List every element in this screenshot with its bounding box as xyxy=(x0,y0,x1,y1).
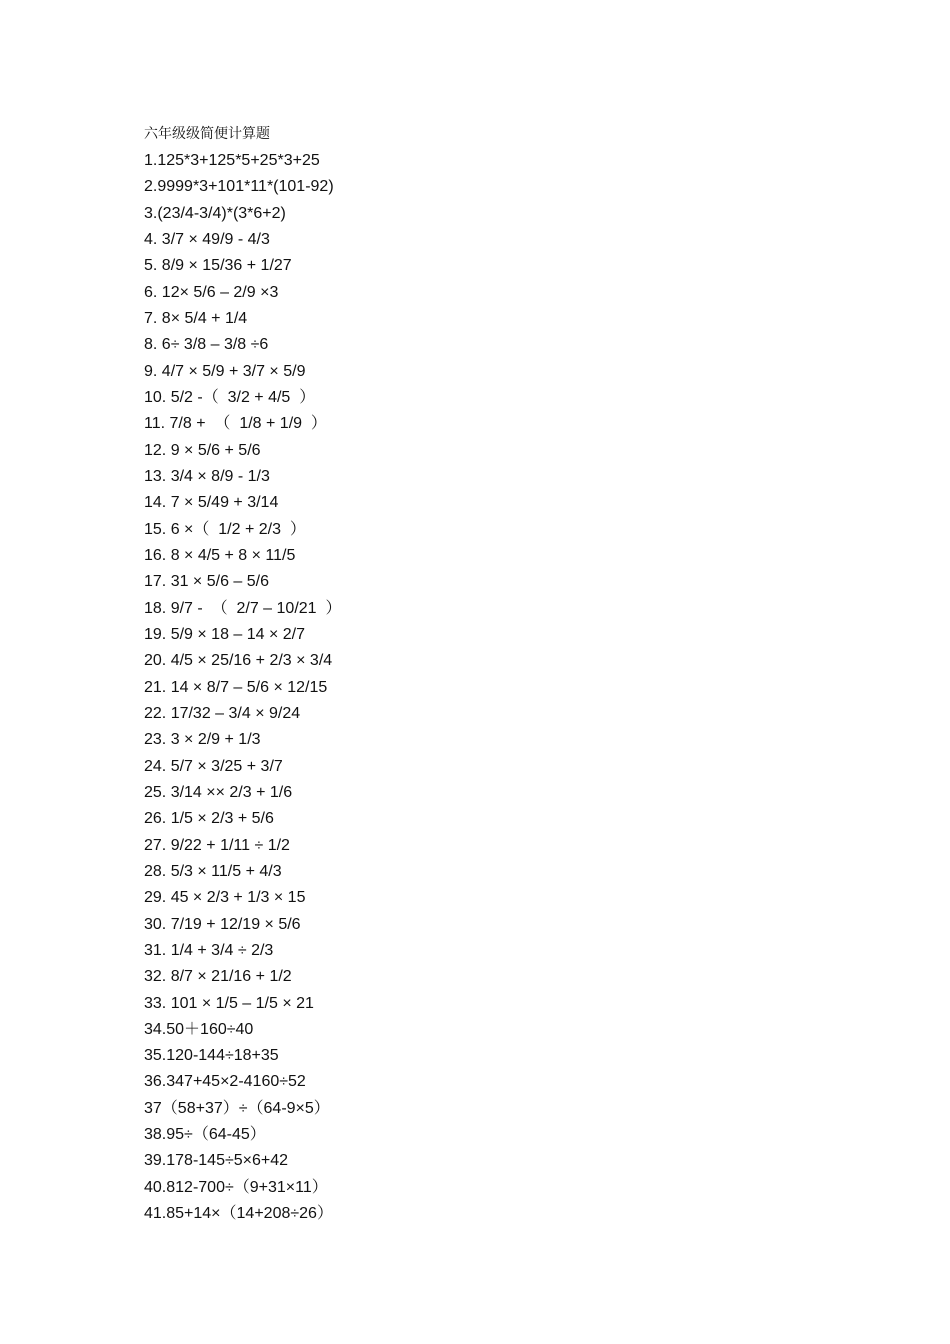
problem-item: 29. 45 × 2/3 + 1/3 × 15 xyxy=(144,889,306,907)
problem-item: 13. 3/4 × 8/9 - 1/3 xyxy=(144,467,270,485)
problem-item: 31. 1/4 + 3/4 ÷ 2/3 xyxy=(144,941,274,959)
problem-item: 36.347+45×2-4160÷52 xyxy=(144,1073,306,1091)
problem-item: 21. 14 × 8/7 – 5/6 × 12/15 xyxy=(144,678,328,696)
problem-item: 20. 4/5 × 25/16 + 2/3 × 3/4 xyxy=(144,652,333,670)
problem-item: 3.(23/4-3/4)*(3*6+2) xyxy=(144,204,286,222)
problem-item: 7. 8× 5/4 + 1/4 xyxy=(144,309,248,327)
problem-item: 11. 7/8 + （ 1/8 + 1/9 ） xyxy=(144,415,327,433)
problem-item: 16. 8 × 4/5 + 8 × 11/5 xyxy=(144,546,296,564)
document-title: 六年级级简便计算题 xyxy=(144,126,270,142)
problem-item: 27. 9/22 + 1/11 ÷ 1/2 xyxy=(144,836,290,854)
problem-item: 33. 101 × 1/5 – 1/5 × 21 xyxy=(144,994,314,1012)
problem-item: 18. 9/7 - （ 2/7 – 10/21 ） xyxy=(144,599,342,617)
problem-item: 8. 6÷ 3/8 – 3/8 ÷6 xyxy=(144,336,269,354)
problem-item: 41.85+14×（14+208÷26） xyxy=(144,1205,333,1223)
problem-item: 40.812-700÷（9+31×11） xyxy=(144,1178,328,1196)
problem-item: 35.120-144÷18+35 xyxy=(144,1047,279,1065)
problem-item: 10. 5/2 -（ 3/2 + 4/5 ） xyxy=(144,388,316,406)
problem-item: 19. 5/9 × 18 – 14 × 2/7 xyxy=(144,625,306,643)
problem-item: 1.125*3+125*5+25*3+25 xyxy=(144,152,320,169)
problem-item: 38.95÷（64-45） xyxy=(144,1126,266,1144)
problem-item: 14. 7 × 5/49 + 3/14 xyxy=(144,494,279,512)
problem-item: 32. 8/7 × 21/16 + 1/2 xyxy=(144,968,292,986)
problem-item: 9. 4/7 × 5/9 + 3/7 × 5/9 xyxy=(144,362,306,380)
problem-item: 37（58+37）÷（64-9×5） xyxy=(144,1099,330,1117)
problem-list xyxy=(144,148,844,1227)
problem-item: 26. 1/5 × 2/3 + 5/6 xyxy=(144,810,274,828)
problem-item: 4. 3/7 × 49/9 - 4/3 xyxy=(144,230,270,248)
document-content xyxy=(144,124,844,1227)
problem-item: 24. 5/7 × 3/25 + 3/7 xyxy=(144,757,283,775)
problem-item: 15. 6 ×（ 1/2 + 2/3 ） xyxy=(144,520,306,538)
problem-item: 30. 7/19 + 12/19 × 5/6 xyxy=(144,915,301,933)
problem-item: 23. 3 × 2/9 + 1/3 xyxy=(144,731,261,749)
problem-item: 25. 3/14 ×× 2/3 + 1/6 xyxy=(144,783,293,801)
problem-item: 17. 31 × 5/6 – 5/6 xyxy=(144,573,269,591)
problem-item: 22. 17/32 – 3/4 × 9/24 xyxy=(144,704,301,722)
problem-item: 6. 12× 5/6 – 2/9 ×3 xyxy=(144,283,279,301)
problem-item: 2.9999*3+101*11*(101-92) xyxy=(144,178,334,196)
problem-item: 5. 8/9 × 15/36 + 1/27 xyxy=(144,257,292,275)
problem-item: 12. 9 × 5/6 + 5/6 xyxy=(144,441,261,459)
problem-item: 34.50＋160÷40 xyxy=(144,1020,254,1038)
problem-item: 39.178-145÷5×6+42 xyxy=(144,1152,289,1170)
problem-item: 28. 5/3 × 11/5 + 4/3 xyxy=(144,862,282,880)
